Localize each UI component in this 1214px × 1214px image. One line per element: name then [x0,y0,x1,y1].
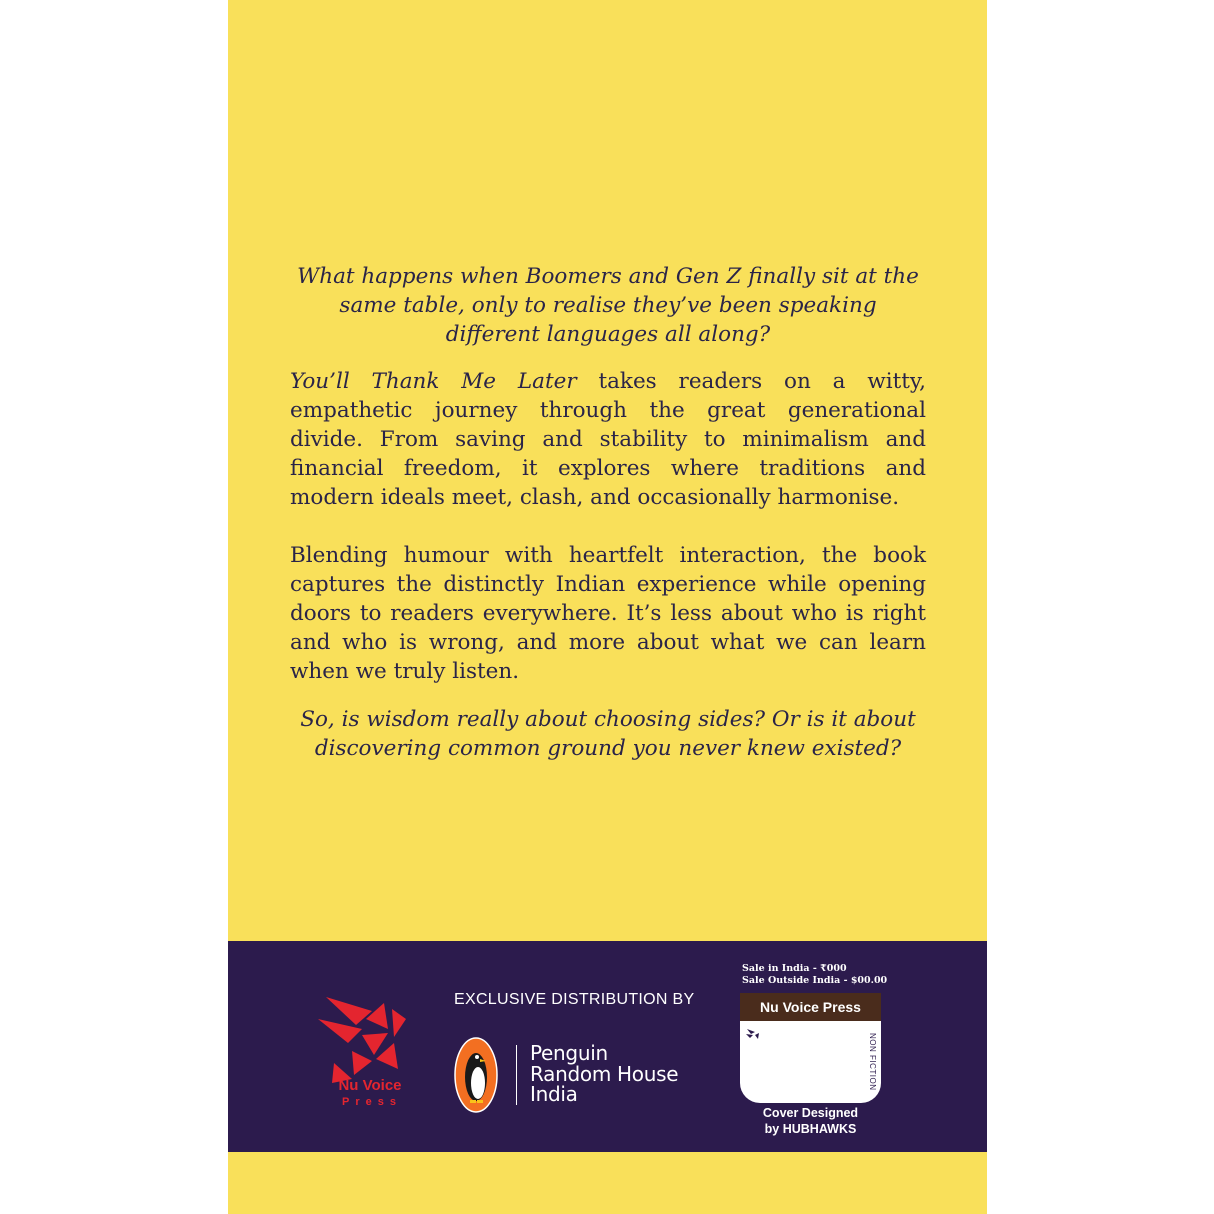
book-back-cover [228,0,987,1214]
distributor-line: Penguin [530,1041,608,1065]
distributor-line: Random House [530,1061,679,1086]
logo-wordmark: Nu Voice [338,1077,402,1094]
penguin-logo-icon [454,1037,498,1113]
synopsis-text: takes readers on a witty, empathetic journey through the great generational divide. From saving and stability to minimalism and financial freedom, it explores where traditions and modern ideals meet, clash, and occasionally harmonise. [290,369,927,510]
blurb-question: What happens when Boomers and Gen Z finally sit at the same table, only to realise they’ve been speaking different languages all along? [297,264,919,347]
blurb-paragraph-description: Blending humour with heartfelt interaction, the book captures the distinctly Indian experience while opening doors to readers everywhere. It’s less about who is right and who is wrong, and more about what we can learn when we truly listen. [290,543,926,684]
price-info [742,963,887,987]
blurb-paragraph-synopsis [290,367,926,512]
blurb-text [290,262,926,763]
distributor-line: India [530,1082,578,1106]
bird-icon [746,1027,762,1041]
distribution-label: EXCLUSIVE DISTRIBUTION BY [454,991,695,1008]
blurb-closing-question: So, is wisdom really about choosing sides? Or is it about discovering common ground you never knew existed? [300,707,916,761]
logo-subtitle: Press [342,1096,402,1108]
logo-divider [516,1045,517,1105]
cover-credit [740,1105,881,1137]
cover-credit-line: Cover Designed [762,1106,859,1120]
barcode-tag [740,993,881,1103]
publisher-band [228,941,987,1152]
genre-label: NON FICTION [868,1033,877,1091]
distributor-name [530,1043,678,1105]
cover-credit-line: by HUBHAWKS [764,1122,857,1136]
book-title: You’ll Thank Me Later [290,369,577,394]
price-outside-india: Sale Outside India - $00.00 [742,975,888,986]
tag-publisher: Nu Voice Press [740,993,881,1021]
price-india: Sale in India - ₹000 [742,963,847,974]
